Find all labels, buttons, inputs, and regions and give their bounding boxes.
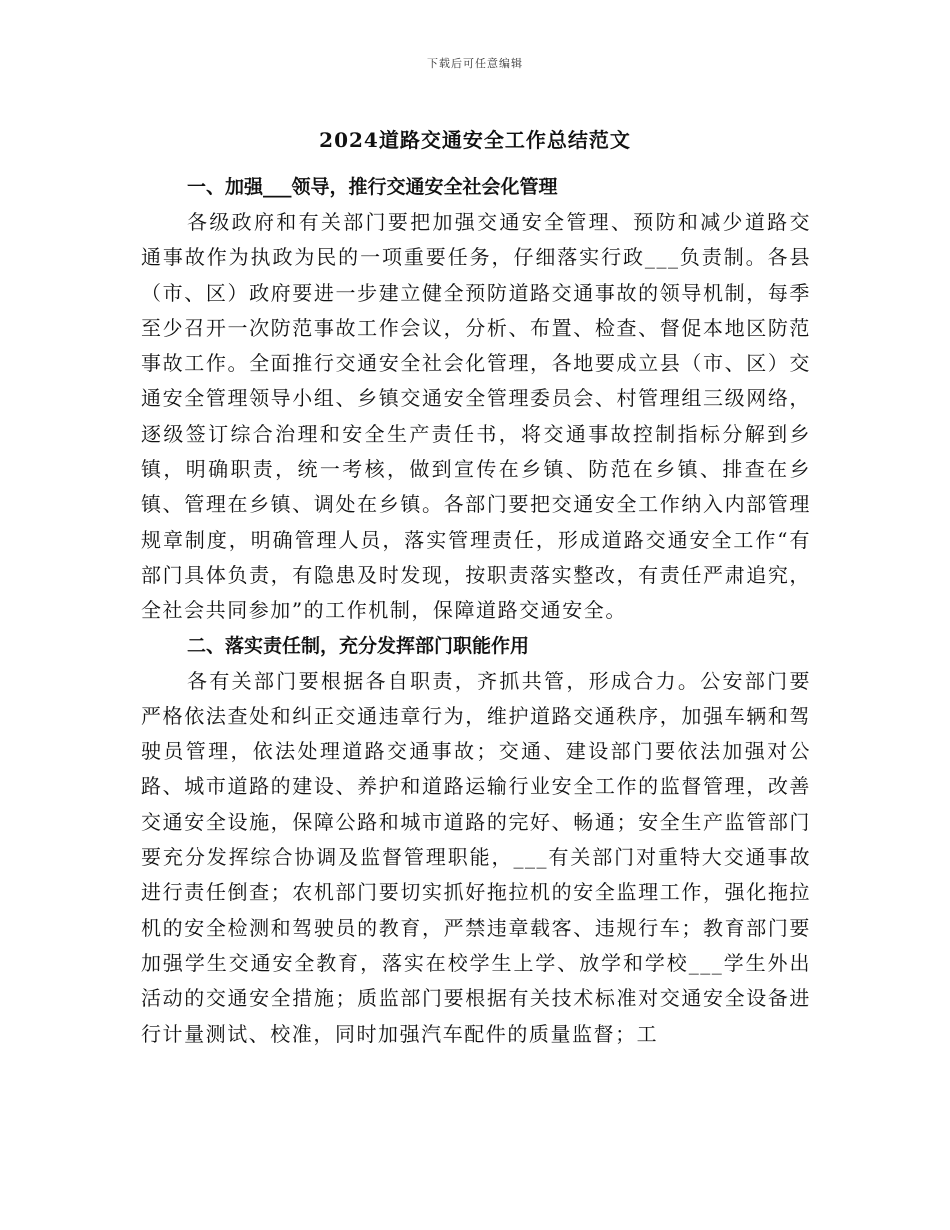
document-body <box>141 170 811 1052</box>
section-heading-2: 二、落实责任制，充分发挥部门职能作用 <box>187 634 530 657</box>
section-paragraph-1: 各级政府和有关部门要把加强交通安全管理、预防和减少道路交通事故作为执政为民的一项重要任务，仔细落实行政___负责制。各县（市、区）政府要进一步建立健全预防道路交通事故的领导机制，每季至少召开一次防范事故工作会议，分析、布置、检查、督促本地区防范事故工作。全面推行交通安全社会化管理，各地要成立县（市、区）交通安全管理领导小组、乡镇交通安全管理委员会、村管理组三级网络，逐级签订综合治理和安全生产责任书，将交通事故控制指标分解到乡镇，明确职责，统一考核，做到宣传在乡镇、防范在乡镇、排查在乡镇、管理在乡镇、调处在乡镇。各部门要把交通安全工作纳入内部管理规章制度，明确管理人员，落实管理责任，形成道路交通安全工作“有部门具体负责，有隐患及时发现，按职责落实整改，有责任严肃追究，全社会共同参加”的工作机制，保障道路交通安全。 <box>141 210 811 623</box>
page-header-note: 下载后可任意编辑 <box>427 57 523 70</box>
section-paragraph-2: 各有关部门要根据各自职责，齐抓共管，形成合力。公安部门要严格依法查处和纠正交通违章行为，维护道路交通秩序，加强车辆和驾驶员管理，依法处理道路交通事故；交通、建设部门要依法加强对公路、城市道路的建设、养护和道路运输行业安全工作的监督管理，改善交通安全设施，保障公路和城市道路的完好、畅通；安全生产监管部门要充分发挥综合协调及监督管理职能，___有关部门对重特大交通事故进行责任倒查；农机部门要切实抓好拖拉机的安全监理工作，强化拖拉机的安全检测和驾驶员的教育，严禁违章载客、违规行车；教育部门要加强学生交通安全教育，落实在校学生上学、放学和学校___学生外出活动的交通安全措施；质监部门要根据有关技术标准对交通安全设备进行计量测试、校准，同时加强汽车配件的质量监督；工 <box>141 668 811 1046</box>
section-heading-1: 一、加强___领导，推行交通安全社会化管理 <box>187 176 558 198</box>
document-title: 2024道路交通安全工作总结范文 <box>319 128 631 152</box>
